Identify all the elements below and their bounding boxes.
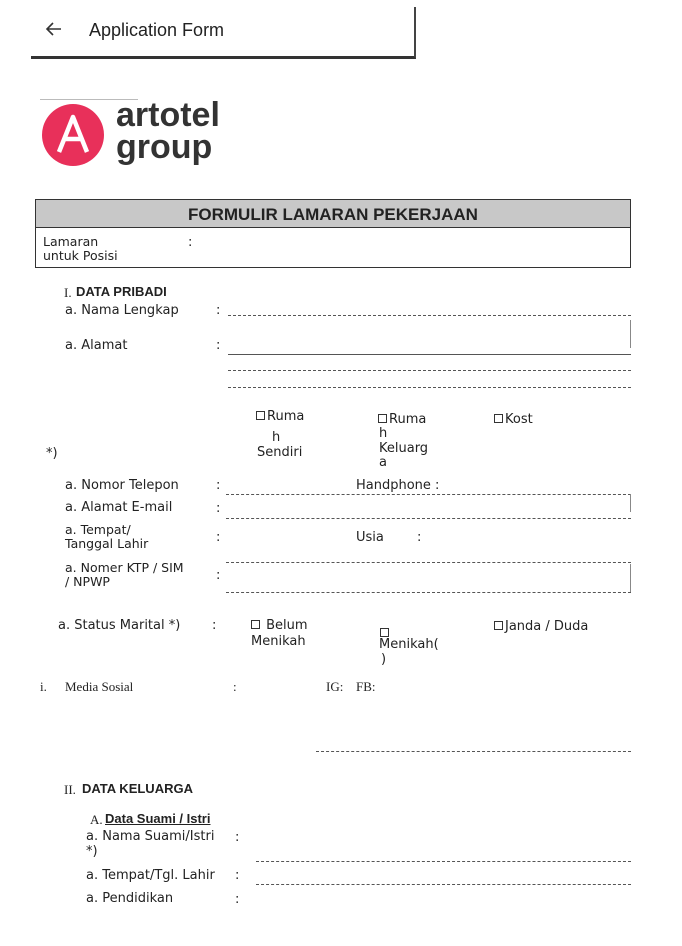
option-menikah-text-2: ) xyxy=(381,652,387,667)
label-fb: FB: xyxy=(356,679,376,694)
label-marital: a. Status Marital *) xyxy=(58,618,181,633)
option-janda-duda[interactable] xyxy=(494,620,588,633)
form-title: FORMULIR LAMARAN PEKERJAAN xyxy=(188,205,478,224)
label-ktp-2: / NPWP xyxy=(65,574,110,589)
checkbox-icon[interactable] xyxy=(251,620,260,629)
label-telepon: a. Nomor Telepon xyxy=(65,478,179,493)
field-alamat-line2[interactable] xyxy=(228,370,631,371)
field-alamat-line1[interactable] xyxy=(228,354,631,355)
label-ttl-1: a. Tempat/ xyxy=(65,522,131,537)
position-colon: : xyxy=(188,235,193,250)
option-menikah-text-1: Menikah( xyxy=(379,637,439,652)
field-telepon-right-edge xyxy=(630,494,631,512)
field-nama-lengkap[interactable] xyxy=(228,315,631,316)
label-media-sosial: Media Sosial xyxy=(65,679,134,694)
label-pendidikan: a. Pendidikan xyxy=(86,891,174,906)
field-telepon[interactable] xyxy=(226,494,631,495)
label-handphone: Handphone : xyxy=(356,478,440,493)
field-ktp-right-edge xyxy=(630,564,631,592)
artotel-logo-mark xyxy=(41,103,105,167)
section1-numeral: I. xyxy=(64,285,72,300)
checkbox-icon[interactable] xyxy=(256,411,265,420)
option-belum-text-2: Menikah xyxy=(251,634,306,649)
checkbox-icon[interactable] xyxy=(378,414,387,423)
colon-telepon: : xyxy=(216,478,221,493)
label-usia: Usia xyxy=(356,530,384,545)
field-ktp[interactable] xyxy=(226,592,631,593)
colon-pendidikan: : xyxy=(235,892,240,907)
position-label-1: Lamaran xyxy=(43,234,99,249)
label-nama-suami-2: *) xyxy=(86,844,98,859)
label-ttl-2: Tanggal Lahir xyxy=(65,536,149,551)
option-rumah-sendiri-text-1: Ruma xyxy=(267,409,305,424)
media-numeral: i. xyxy=(40,679,47,694)
app-title: Application Form xyxy=(89,20,225,40)
colon-ktp: : xyxy=(216,568,221,583)
section2-title: DATA KELUARGA xyxy=(82,781,193,796)
label-ttl-suami: a. Tempat/Tgl. Lahir xyxy=(86,868,215,883)
label-ig: IG: xyxy=(326,679,344,694)
option-rumah-keluarga-text-4: a xyxy=(379,455,387,470)
option-kost[interactable] xyxy=(494,413,533,426)
label-nama-lengkap: a. Nama Lengkap xyxy=(65,303,179,318)
option-rumah-keluarga[interactable] xyxy=(378,413,426,426)
colon-nama: : xyxy=(216,303,221,318)
brand-name-line2: group xyxy=(116,128,213,166)
form-title-bar xyxy=(35,199,631,228)
spouse-heading-prefix: A. xyxy=(90,812,103,827)
label-ktp-1: a. Nomer KTP / SIM xyxy=(65,560,184,575)
colon-nama-suami: : xyxy=(235,830,240,845)
colon-ttl-suami: : xyxy=(235,868,240,883)
option-rumah-keluarga-text-3: Keluarg xyxy=(379,441,429,456)
option-rumah-sendiri-text-2: h xyxy=(272,430,281,445)
label-email: a. Alamat E-mail xyxy=(65,500,173,515)
option-rumah-keluarga-text-2: h xyxy=(379,426,388,441)
option-kost-text: Kost xyxy=(505,412,533,427)
field-ttl-suami[interactable] xyxy=(256,884,631,885)
option-belum-menikah[interactable] xyxy=(251,619,308,632)
position-label-2: untuk Posisi xyxy=(43,248,118,263)
back-arrow-icon[interactable] xyxy=(43,18,65,40)
position-box xyxy=(35,228,631,268)
label-nama-suami-1: a. Nama Suami/Istri xyxy=(86,829,215,844)
option-janda-text: Janda / Duda xyxy=(505,619,589,634)
colon-email: : xyxy=(216,501,221,516)
field-nama-suami[interactable] xyxy=(256,861,631,862)
spouse-heading: Data Suami / Istri xyxy=(105,811,211,826)
checkbox-icon[interactable] xyxy=(494,414,503,423)
field-nama-right-edge xyxy=(630,320,631,348)
section2-numeral: II. xyxy=(64,782,76,797)
field-media-sosial[interactable] xyxy=(316,751,631,752)
section1-title: DATA PRIBADI xyxy=(76,284,167,299)
field-email[interactable] xyxy=(226,518,631,519)
colon-marital: : xyxy=(212,618,217,633)
colon-media: : xyxy=(233,679,237,694)
housing-note: *) xyxy=(46,446,58,461)
field-ttl[interactable] xyxy=(226,562,631,563)
checkbox-icon[interactable] xyxy=(494,621,503,630)
option-belum-text-1: Belum xyxy=(266,618,308,633)
option-rumah-keluarga-text-1: Ruma xyxy=(389,412,427,427)
checkbox-icon[interactable] xyxy=(380,628,389,637)
colon-usia: : xyxy=(417,530,422,545)
label-alamat: a. Alamat xyxy=(65,338,128,353)
option-rumah-sendiri[interactable] xyxy=(256,410,304,423)
brand-name-line1: artotel xyxy=(116,96,220,134)
option-rumah-sendiri-text-3: Sendiri xyxy=(257,445,303,460)
app-bar xyxy=(31,7,416,59)
colon-ttl: : xyxy=(216,530,221,545)
colon-alamat: : xyxy=(216,338,221,353)
field-alamat-line3[interactable] xyxy=(228,387,631,388)
